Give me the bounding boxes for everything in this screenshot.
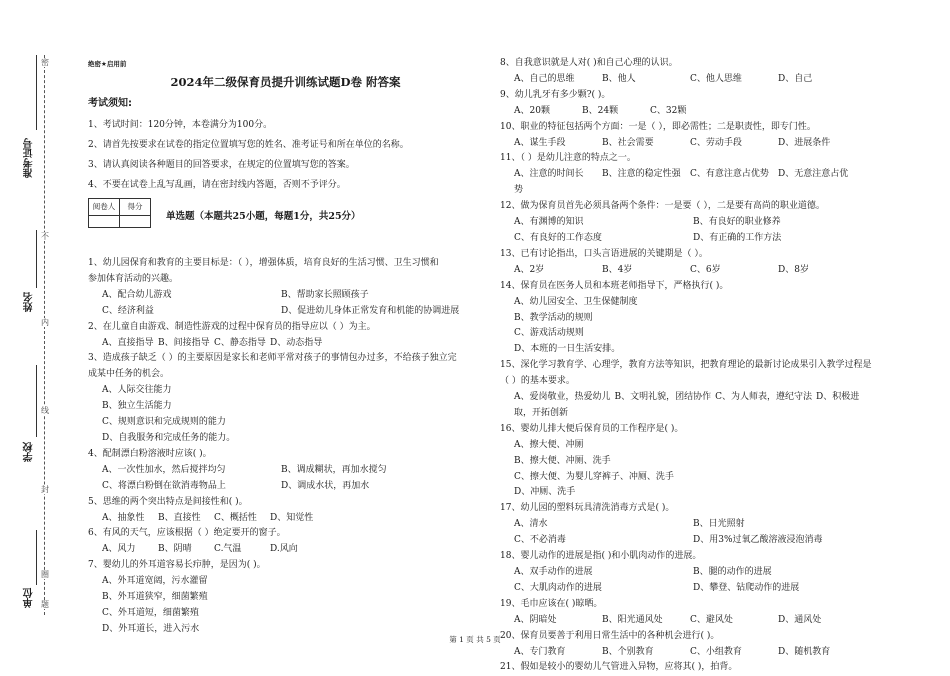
answer-option[interactable]: B、帮助家长照顾孩子 — [281, 289, 369, 300]
answer-option[interactable]: A、幼儿园安全、卫生保健制度 — [514, 296, 638, 307]
option-row — [500, 167, 930, 183]
answer-option[interactable]: D、自己 — [778, 73, 813, 84]
seal-mark-nei: 内 — [41, 318, 49, 327]
option-row — [500, 454, 930, 470]
answer-option[interactable]: D、动态指导 — [270, 337, 323, 348]
answer-option[interactable]: B、日光照射 — [693, 519, 745, 530]
answer-option[interactable]: A、注意的时间长 — [514, 169, 584, 180]
question-item — [500, 199, 930, 247]
option-row — [500, 104, 930, 120]
answer-option[interactable]: D、有正确的工作方法 — [693, 232, 782, 243]
question-item — [88, 558, 483, 638]
school-field[interactable] — [36, 365, 37, 437]
option-row — [500, 581, 930, 597]
question-stem: 18、婴儿动作的进展是指( )和小肌肉动作的进展。 — [500, 551, 702, 562]
answer-option[interactable]: C、静态指导 — [214, 337, 266, 348]
question-stem: 4、配制漂白粉溶液时应该( )。 — [88, 448, 212, 459]
option-row — [88, 304, 483, 320]
answer-option[interactable]: C、有意注意占优势 — [690, 169, 769, 180]
answer-option[interactable]: D、用3%过氧乙酸溶液浸泡消毒 — [693, 535, 823, 546]
option-row — [500, 613, 930, 629]
answer-option[interactable]: C、概括性 — [214, 512, 257, 523]
option-row — [500, 342, 930, 358]
question-item — [500, 549, 930, 597]
option-row — [500, 438, 930, 454]
option-row — [500, 470, 930, 486]
answer-option[interactable]: B、有良好的职业修养 — [693, 217, 781, 228]
answer-option[interactable]: D、外耳道长，进入污水 — [102, 623, 200, 634]
binding-dashed-line — [44, 55, 45, 615]
answer-option[interactable]: D、本班的一日生活安排。 — [514, 344, 621, 355]
answer-option[interactable]: B、教学活动的规则 — [514, 312, 593, 323]
option-row — [500, 183, 930, 199]
option-row — [500, 215, 930, 231]
question-item — [500, 247, 930, 279]
answer-option[interactable]: A、阴暗处 — [514, 614, 557, 625]
option-row — [500, 136, 930, 152]
answer-option[interactable]: B、腿的动作的进展 — [693, 567, 772, 577]
answer-option[interactable]: B、他人 — [602, 73, 636, 84]
notes-list — [88, 116, 483, 194]
unit-field[interactable] — [36, 530, 37, 585]
answer-option[interactable]: A、一次性加水，然后搅拌均匀 — [102, 464, 226, 475]
option-row — [88, 288, 483, 304]
answer-option[interactable]: B、文明礼貌，团结协作 — [614, 392, 712, 403]
answer-option[interactable]: A、抽象性 — [102, 512, 145, 523]
option-row — [88, 479, 483, 495]
question-stem: 2、在儿童自由游戏、制造性游戏的过程中保育员的指导应以（ ）为主。 — [88, 321, 376, 332]
option-row — [500, 485, 930, 501]
question-stem: 7、婴幼儿的外耳道容易长疖肿，是因为( )。 — [88, 560, 266, 571]
answer-option[interactable]: D、进展条件 — [778, 137, 831, 148]
question-stem: 19、毛巾应该在( )晾晒。 — [500, 598, 603, 609]
answer-option[interactable]: D、促进幼儿身体正常发育和机能的协调进展 — [281, 305, 460, 316]
score-cell[interactable] — [120, 215, 151, 227]
answer-option[interactable]: B、4岁 — [602, 264, 633, 275]
question-stem: 16、婴幼儿排大便后保育员的工作程序是( )。 — [500, 423, 684, 434]
question-stem: 11、（ ）是幼儿注意的特点之一。 — [500, 153, 636, 164]
option-row — [500, 565, 930, 581]
answer-option[interactable]: B、24颗 — [582, 105, 619, 116]
option-row — [500, 533, 930, 549]
question-stem: 5、思维的两个突出特点是间接性和( )。 — [88, 496, 248, 507]
note-item: 4、不要在试卷上乱写乱画，请在密封线内答题，否则不予评分。 — [88, 180, 346, 190]
answer-option[interactable]: D、积极进 — [816, 392, 860, 403]
answer-option[interactable]: A、清水 — [514, 519, 548, 530]
grader-cell[interactable] — [89, 215, 120, 227]
question-item — [500, 56, 930, 88]
answer-option[interactable]: C、不必消毒 — [514, 535, 566, 546]
answer-option[interactable]: D、冲厕、洗手 — [514, 487, 576, 498]
note-item: 1、考试时间：120分钟，本卷满分为100分。 — [88, 120, 273, 130]
question-item — [500, 151, 930, 199]
question-stem: 10、职业的特征包括两个方面：一是（ ），即必需性；二是职责性，即专门性。 — [500, 121, 816, 132]
answer-option[interactable]: B、调成糊状，再加水搅匀 — [281, 464, 387, 475]
seal-mark-bu: 不 — [41, 232, 49, 241]
exam-id-field[interactable] — [36, 55, 37, 130]
right-column — [500, 0, 930, 676]
answer-option[interactable]: A、2岁 — [514, 264, 545, 275]
answer-option[interactable]: A、爱岗敬业，热爱幼儿 — [514, 392, 611, 403]
answer-option[interactable]: A、谋生手段 — [514, 137, 566, 148]
option-row — [500, 406, 930, 422]
question-item — [500, 279, 930, 359]
answer-option[interactable]: D、调成水状，再加水 — [281, 480, 370, 491]
answer-option[interactable]: C、32颗 — [650, 105, 687, 116]
answer-option[interactable]: 势 — [514, 185, 524, 196]
option-row — [500, 263, 930, 279]
seal-mark-mi: 密 — [41, 58, 49, 67]
question-stem: 参加体育活动的兴趣。 — [88, 273, 179, 284]
answer-option[interactable]: A、直接指导 — [102, 337, 154, 348]
binding-margin — [0, 0, 60, 671]
question-item — [500, 597, 930, 629]
question-item — [500, 501, 930, 549]
option-row — [88, 463, 483, 479]
answer-option[interactable]: A、外耳道宽阔，污水灌留 — [102, 576, 208, 587]
question-list-left — [88, 256, 483, 638]
seal-mark-xian: 线 — [41, 406, 49, 415]
option-row — [500, 295, 930, 311]
option-row — [500, 231, 930, 247]
question-stem: 20、保育员要善于利用日常生活中的各种机会进行( )。 — [500, 630, 720, 641]
seal-mark-quan: 圈 — [41, 570, 49, 579]
answer-option[interactable]: B、独立生活能力 — [102, 401, 172, 412]
answer-option[interactable]: D、知觉性 — [270, 512, 314, 523]
question-stem: （ ）的基本要求。 — [500, 376, 575, 387]
name-field[interactable] — [36, 230, 37, 288]
answer-option[interactable]: B、个别教育 — [602, 646, 654, 657]
option-row — [88, 383, 483, 399]
answer-option[interactable]: C、大肌肉动作的进展 — [514, 582, 602, 593]
question-item — [88, 526, 483, 558]
option-row — [500, 645, 930, 661]
question-stem: 17、幼儿园的塑料玩具清洗消毒方式是( )。 — [500, 503, 675, 514]
question-item — [88, 447, 483, 495]
question-item — [88, 495, 483, 527]
question-stem: 1、幼儿园保育和教育的主要目标是：（ ），增强体质，培育良好的生活习惯、卫生习惯和 — [88, 258, 439, 268]
answer-option[interactable]: A、20颗 — [514, 105, 550, 116]
answer-option[interactable]: A、专门教育 — [514, 646, 566, 657]
answer-option[interactable]: C、劳动手段 — [690, 137, 742, 148]
question-stem: 15、深化学习教育学、心理学，教育方法等知识，把教育理论的最新讨论成果引入教学过程是 — [500, 360, 872, 371]
answer-option[interactable]: A、自己的思维 — [514, 73, 575, 84]
question-stem: 3、造成孩子缺乏（ ）的主要原因是家长和老师平常对孩子的事情包办过多，不给孩子独立完 — [88, 353, 457, 364]
option-row — [500, 517, 930, 533]
answer-option[interactable]: C、6岁 — [690, 264, 721, 275]
answer-option[interactable]: 取，开拓创新 — [514, 407, 569, 418]
left-column — [88, 0, 483, 638]
option-row — [500, 311, 930, 327]
question-stem: 9、幼儿乳牙有多少颗?( )。 — [500, 89, 611, 100]
question-item — [500, 120, 930, 152]
question-stem: 6、有风的天气，应该根据（ ）绝定要开的窗子。 — [88, 528, 286, 539]
question-item — [88, 256, 483, 320]
score-box — [88, 198, 151, 228]
question-item — [500, 358, 930, 422]
seal-mark-ti: 题 — [41, 600, 49, 609]
answer-option[interactable]: B、社会需要 — [602, 137, 654, 148]
section-heading: 单选题（本题共25小题，每题1分，共25分） — [166, 211, 361, 222]
answer-option[interactable]: C.气温 — [214, 544, 242, 555]
option-row — [88, 511, 483, 527]
answer-option[interactable]: D、8岁 — [778, 264, 809, 275]
answer-option[interactable]: B、阴晴 — [158, 544, 192, 555]
grader-label: 阅卷人 — [89, 199, 120, 216]
seal-mark-feng: 封 — [41, 485, 49, 494]
label-exam-id: 准考证号 — [24, 138, 35, 178]
notes-heading: 考试须知: — [88, 98, 132, 109]
note-item: 3、请认真阅读各种题目的回答要求，在规定的位置填写您的答案。 — [88, 160, 355, 170]
answer-option[interactable]: B、擦大便、冲厕、洗手 — [514, 455, 611, 466]
answer-option[interactable]: C、他人思维 — [690, 73, 742, 84]
answer-option[interactable]: A、双手动作的进展 — [514, 567, 593, 577]
question-stem: 12、做为保育员首先必须具备两个条件：一是要（ ），二是要有高尚的职业道德。 — [500, 201, 825, 212]
option-row — [88, 415, 483, 431]
option-row — [500, 390, 930, 406]
answer-option[interactable]: D、随机教育 — [778, 646, 831, 657]
answer-option[interactable]: C、有良好的工作态度 — [514, 232, 602, 243]
answer-option[interactable]: C、外耳道短，细菌繁殖 — [102, 607, 199, 618]
answer-option[interactable]: C、游戏活动规则 — [514, 328, 584, 339]
answer-option[interactable]: B、直接性 — [158, 512, 201, 523]
question-item — [88, 351, 483, 446]
answer-option[interactable]: B、阳光通风处 — [602, 614, 663, 625]
answer-option[interactable]: C、将漂白粉倒在欲消毒物品上 — [102, 480, 226, 491]
question-list-right — [500, 56, 930, 676]
label-unit: 单位 — [24, 588, 35, 608]
label-name: 姓名 — [24, 292, 35, 312]
option-row — [500, 326, 930, 342]
question-stem: 8、自我意识就是人对( )和自己心理的认识。 — [500, 58, 678, 68]
answer-option[interactable]: D、自我服务和完成任务的能力。 — [102, 432, 236, 443]
answer-option[interactable]: B、注意的稳定性强 — [602, 169, 681, 180]
answer-option[interactable]: D、无意注意占优 — [778, 169, 849, 180]
answer-option[interactable]: A、风力 — [102, 544, 136, 555]
option-row — [88, 606, 483, 622]
answer-option[interactable]: A、人际交往能力 — [102, 385, 172, 396]
question-stem: 13、已有讨论指出，口头言语进展的关键期是（ ）。 — [500, 248, 708, 259]
note-item: 2、请首先按要求在试卷的指定位置填写您的姓名、准考证号和所在单位的名称。 — [88, 140, 409, 150]
answer-option[interactable]: C、规则意识和完成规则的能力 — [102, 417, 226, 428]
option-row — [88, 574, 483, 590]
page-title: 2024年二级保育员提升训练试题D卷 附答案 — [170, 75, 401, 89]
question-item — [500, 660, 930, 676]
answer-option[interactable]: C、小组教育 — [690, 646, 742, 657]
score-label: 得分 — [120, 199, 151, 216]
answer-option[interactable]: B、间接指导 — [158, 337, 210, 348]
answer-option[interactable]: C、为人师表，遵纪守法 — [715, 392, 813, 403]
option-row — [88, 399, 483, 415]
answer-option[interactable]: C、避风处 — [690, 614, 733, 625]
answer-option[interactable]: A、有渊博的知识 — [514, 217, 584, 228]
answer-option[interactable]: A、擦大便、冲厕 — [514, 439, 584, 450]
question-item — [500, 422, 930, 502]
option-row — [88, 590, 483, 606]
option-row — [500, 72, 930, 88]
question-stem: 14、保育员在医务人员和本班老师指导下，严格执行( )。 — [500, 280, 729, 291]
label-school: 学校 — [24, 442, 35, 462]
option-row — [88, 336, 483, 352]
answer-option[interactable]: D、攀登、钻爬动作的进展 — [693, 582, 800, 593]
answer-option[interactable]: C、经济利益 — [102, 305, 154, 316]
answer-option[interactable]: C、擦大便、为婴儿穿裤子、冲厕、洗手 — [514, 471, 674, 482]
secret-label: 绝密★启用前 — [88, 60, 127, 68]
question-item — [88, 320, 483, 352]
question-item — [500, 88, 930, 120]
page-footer: 第 1 页 共 5 页 — [449, 635, 501, 644]
answer-option[interactable]: B、外耳道狭窄，细菌繁殖 — [102, 592, 208, 603]
question-stem: 21、假如是较小的婴幼儿气管进入异物，应将其( )，拍背。 — [500, 662, 738, 673]
answer-option[interactable]: A、配合幼儿游戏 — [102, 289, 172, 300]
score-row — [88, 198, 483, 236]
question-stem: 成某中任务的机会。 — [88, 369, 170, 380]
option-row — [88, 542, 483, 558]
option-row — [88, 431, 483, 447]
answer-option[interactable]: D.风向 — [270, 544, 298, 555]
answer-option[interactable]: D、通风处 — [778, 614, 822, 625]
